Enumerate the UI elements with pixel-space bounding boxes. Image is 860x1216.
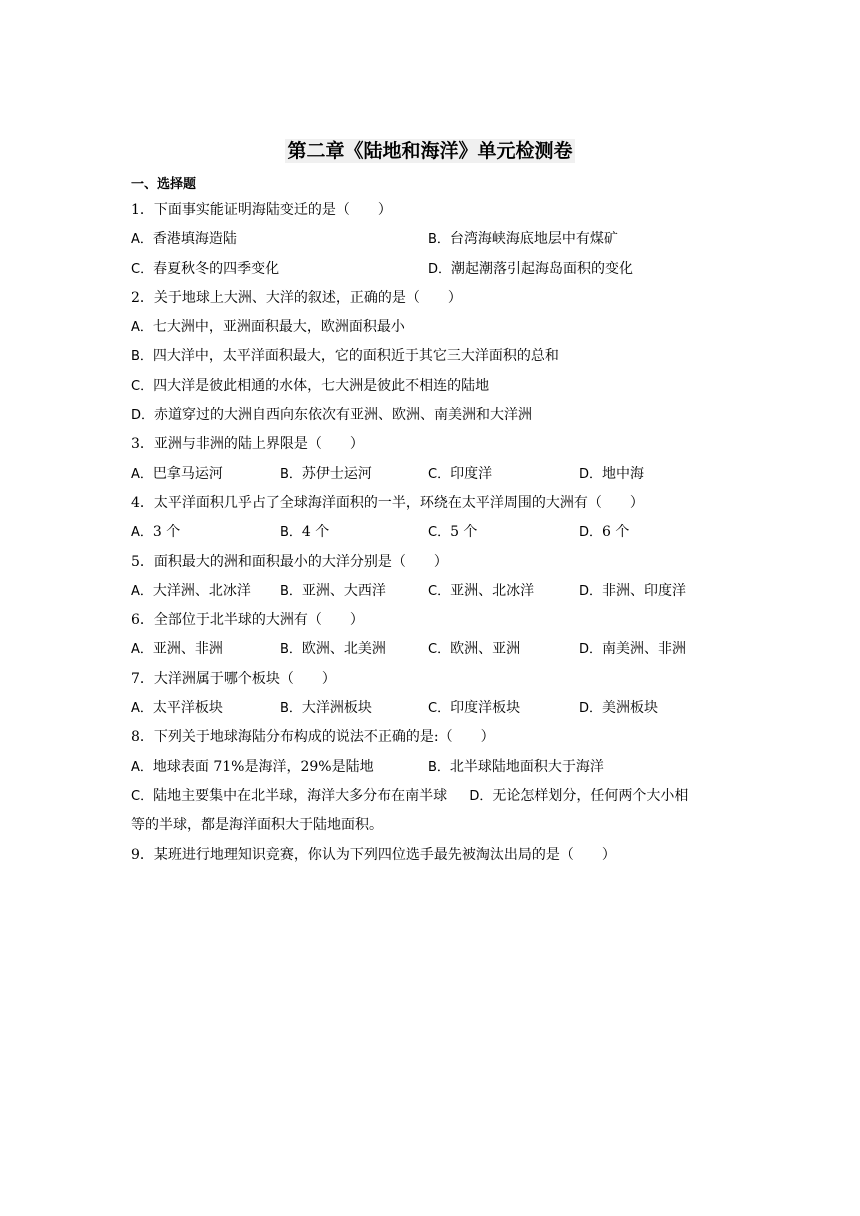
option-c: C．5 个 [428,524,478,541]
option-c: C．春夏秋冬的四季变化 [131,260,280,277]
option-d: D．南美洲、非洲 [579,641,687,658]
option-a: A．香港填海造陆 [131,231,237,248]
option-continuation: 等的半球，都是海洋面积大于陆地面积。 [131,817,383,834]
option-b: B．亚洲、大西洋 [280,582,386,599]
option-a: A．巴拿马运河 [131,465,223,482]
option-row [131,460,741,489]
option-c: C．印度洋板块 [428,700,521,717]
option-row [131,518,741,547]
question-stem: 9．某班进行地理知识竞赛，你认为下列四位选手最先被淘汰出局的是（ ） [131,846,616,863]
option-c: C．欧洲、亚洲 [428,641,521,658]
option-b: B．台湾海峡海底地层中有煤矿 [428,231,618,248]
option-d: D．赤道穿过的大洲自西向东依次有亚洲、欧洲、南美洲和大洋洲 [131,407,533,424]
option-b: B．苏伊士运河 [280,465,372,482]
option-a: A．3 个 [131,524,181,541]
option-row [131,635,741,664]
option-row [131,255,741,284]
option-c: C．亚洲、北冰洋 [428,582,535,599]
option-row [131,225,741,254]
section-heading: 一、选择题 [131,177,197,192]
option-row [131,753,741,782]
option-row [131,694,741,723]
option-d: D．地中海 [579,465,645,482]
option-d: D．非洲、印度洋 [579,582,687,599]
option-row [131,782,741,811]
option-a: A．地球表面 71%是海洋，29%是陆地 [131,758,374,775]
option-c: C．印度洋 [428,465,493,482]
option-a: A．七大洲中，亚洲面积最大，欧洲面积最小 [131,319,405,336]
option-c: C．四大洋是彼此相通的水体，七大洲是彼此不相连的陆地 [131,377,490,394]
option-d: D．6 个 [579,524,630,541]
question-stem: 5．面积最大的洲和面积最小的大洋分别是（ ） [131,553,448,570]
question-stem: 8．下列关于地球海陆分布构成的说法不正确的是:（ ） [131,729,495,746]
option-a: A．太平洋板块 [131,700,223,717]
question-stem: 4．太平洋面积几乎占了全球海洋面积的一半，环绕在太平洋周围的大洲有（ ） [131,494,644,511]
question-stem: 2．关于地球上大洲、大洋的叙述，正确的是（ ） [131,289,462,306]
question-list [131,196,741,870]
option-b: B．4 个 [280,524,330,541]
option-d: D．美洲板块 [579,700,659,717]
option-d: D．潮起潮落引起海岛面积的变化 [428,260,634,277]
option-c: C．陆地主要集中在北半球，海洋大多分布在南半球 [131,787,448,804]
option-d: D．无论怎样划分，任何两个大小相 [469,787,689,804]
question-stem: 3．亚洲与非洲的陆上界限是（ ） [131,436,364,453]
option-a: A．亚洲、非洲 [131,641,223,658]
option-b: B．北半球陆地面积大于海洋 [428,758,604,775]
option-b: B．欧洲、北美洲 [280,641,386,658]
page-title: 第二章《陆地和海洋》单元检测卷 [287,140,573,162]
question-stem: 1．下面事实能证明海陆变迁的是（ ） [131,202,392,218]
option-b: B．四大洋中，太平洋面积最大，它的面积近于其它三大洋面积的总和 [131,348,559,365]
option-a: A．大洋洲、北冰洋 [131,582,251,599]
option-b: B．大洋洲板块 [280,700,372,717]
question-stem: 6．全部位于北半球的大洲有（ ） [131,612,364,629]
question-stem: 7．大洋洲属于哪个板块（ ） [131,670,336,687]
option-row [131,577,741,606]
